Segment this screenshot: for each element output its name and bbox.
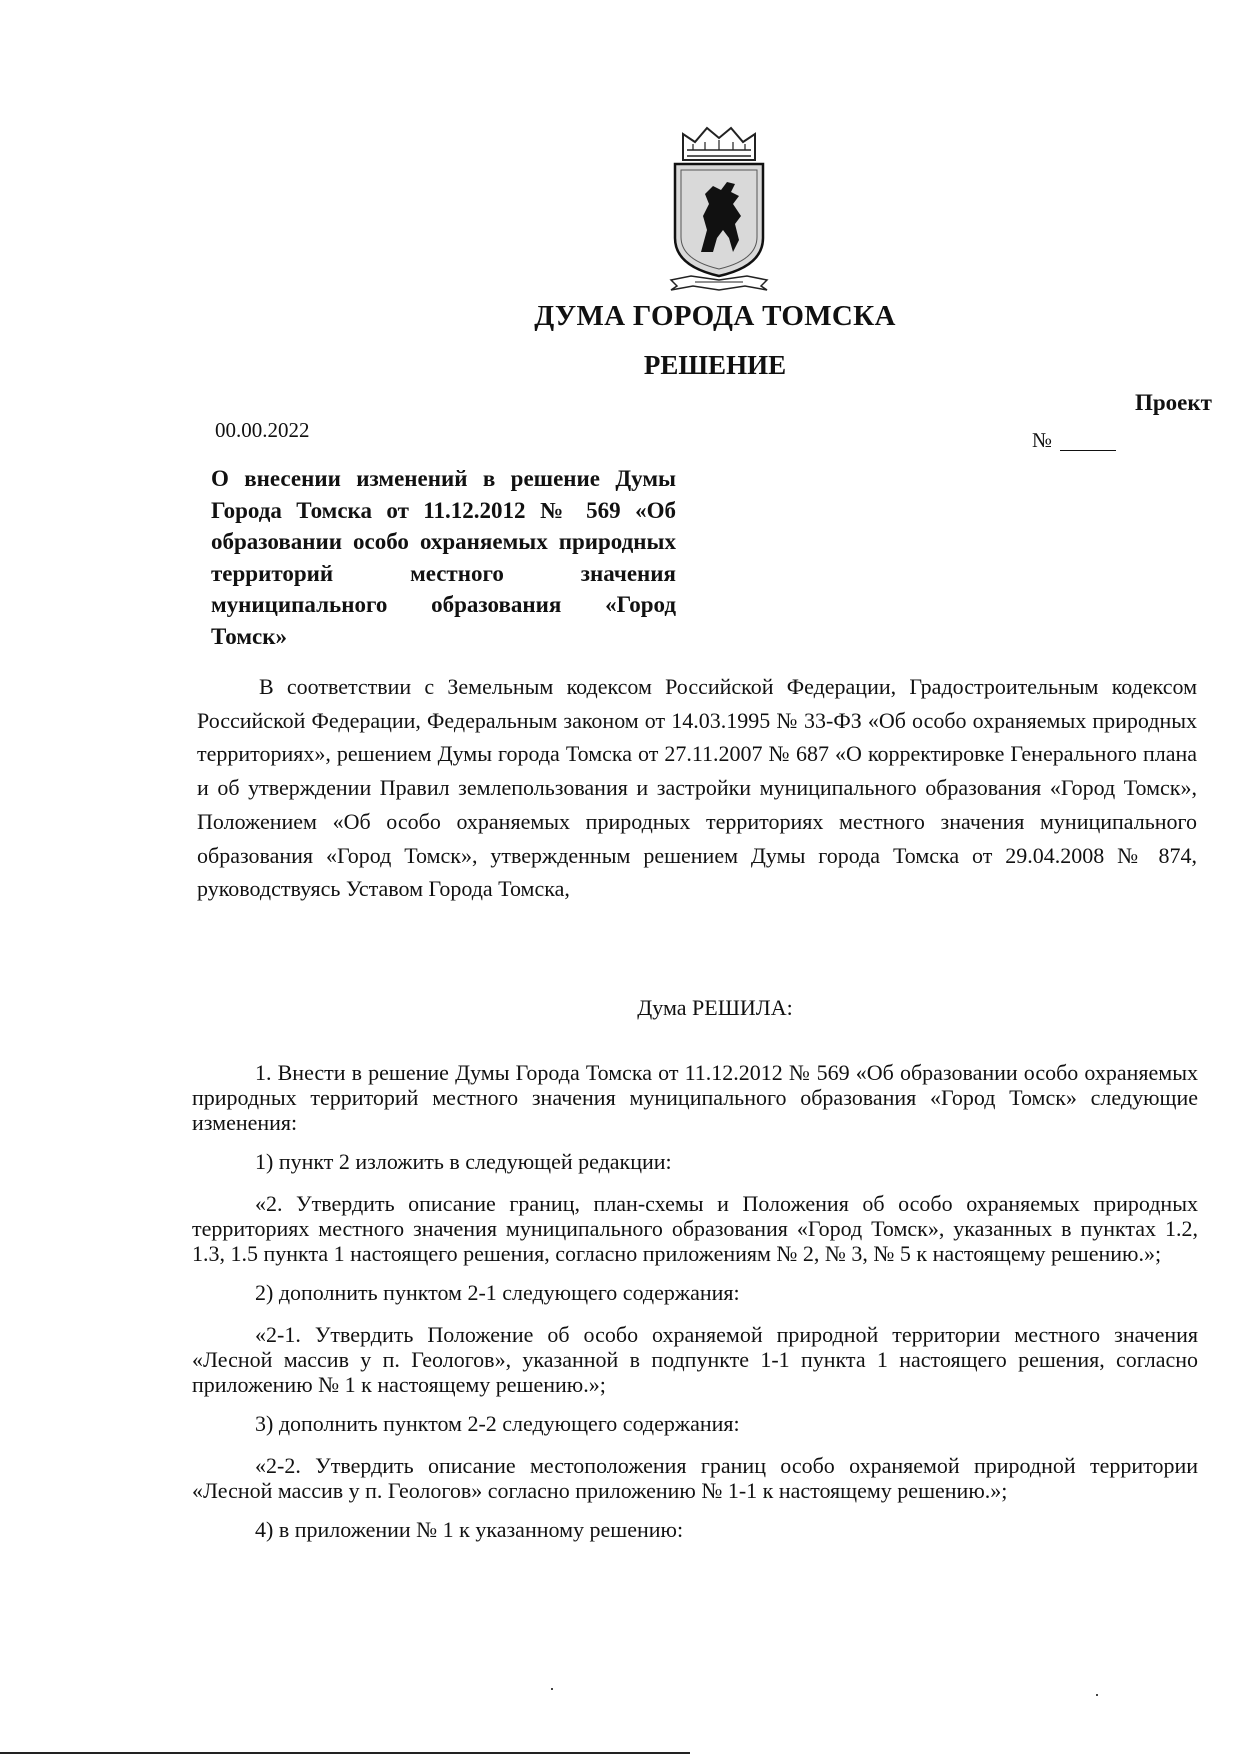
document-type: РЕШЕНИЕ xyxy=(643,350,787,380)
footer-rule xyxy=(0,1752,690,1754)
decided-heading: Дума РЕШИЛА: xyxy=(637,995,793,1020)
scan-speck xyxy=(1096,1694,1098,1696)
list-item: «2. Утвердить описание границ, план-схемы и Положения об особо охраняемых природных территориях местного значения муниципального образования «Город Томск», указанных в пунктах 1.2, 1.3, 1.5 пункта 1 настоящего решения, согласно приложениям № 2, № 3, № 5 к настоящему решению.»; xyxy=(192,1191,1198,1266)
list-item: 2) дополнить пунктом 2-1 следующего содержания: xyxy=(255,1280,740,1305)
list-item: 4) в приложении № 1 к указанному решению: xyxy=(255,1517,684,1542)
decision-items xyxy=(192,1060,1198,1559)
scan-speck xyxy=(551,1688,553,1690)
document-number-label: № xyxy=(1032,428,1053,452)
list-item: 3) дополнить пунктом 2-2 следующего содержания: xyxy=(255,1411,740,1436)
draft-label: Проект xyxy=(1135,390,1212,415)
document-date: 00.00.2022 xyxy=(215,418,310,442)
organization-title: ДУМА ГОРОДА ТОМСКА xyxy=(534,300,896,332)
list-item: 1. Внести в решение Думы Города Томска от 11.12.2012 № 569 «Об образовании особо охраняемых природных территорий местного значения муниципального образования «Город Томск» следующие изменения: xyxy=(192,1060,1198,1135)
list-item: «2-1. Утвердить Положение об особо охраняемой природной территории местного значения «Лесной массив у п. Геологов», указанной в подпункте 1-1 пункта 1 настоящего решения, согласно приложению № 1 к настоящему решению.»; xyxy=(192,1322,1198,1397)
preamble: В соответствии с Земельным кодексом Российской Федерации, Градостроительным кодексом Российской Федерации, Федеральным законом от 14.03.1995 № 33-ФЗ «Об особо охраняемых природных территориях», решением Думы города Томска от 27.11.2007 № 687 «О корректировке Генерального плана и об утверждении Правил землепользования и застройки муниципального образования «Город Томск», Положением «Об особо охраняемых природных территориях местного значения муниципального образования «Город Томск», утвержденным решением Думы города Томска от 29.04.2008 № 874, руководствуясь Уставом Города Томска, xyxy=(197,674,1197,902)
list-item: 1) пункт 2 изложить в следующей редакции: xyxy=(255,1149,672,1174)
decision-subject: О внесении изменений в решение Думы Города Томска от 11.12.2012 № 569 «Об образовании особо охраняемых природных территорий местного значения муниципального образования «Город Томск» xyxy=(211,466,676,649)
document-number-blank xyxy=(1060,450,1116,451)
tomsk-coat-of-arms-icon xyxy=(661,120,777,292)
list-item: «2-2. Утвердить описание местоположения границ особо охраняемой природной территории «Лесной массив у п. Геологов» согласно приложению № 1-1 к настоящему решению.»; xyxy=(192,1453,1198,1503)
